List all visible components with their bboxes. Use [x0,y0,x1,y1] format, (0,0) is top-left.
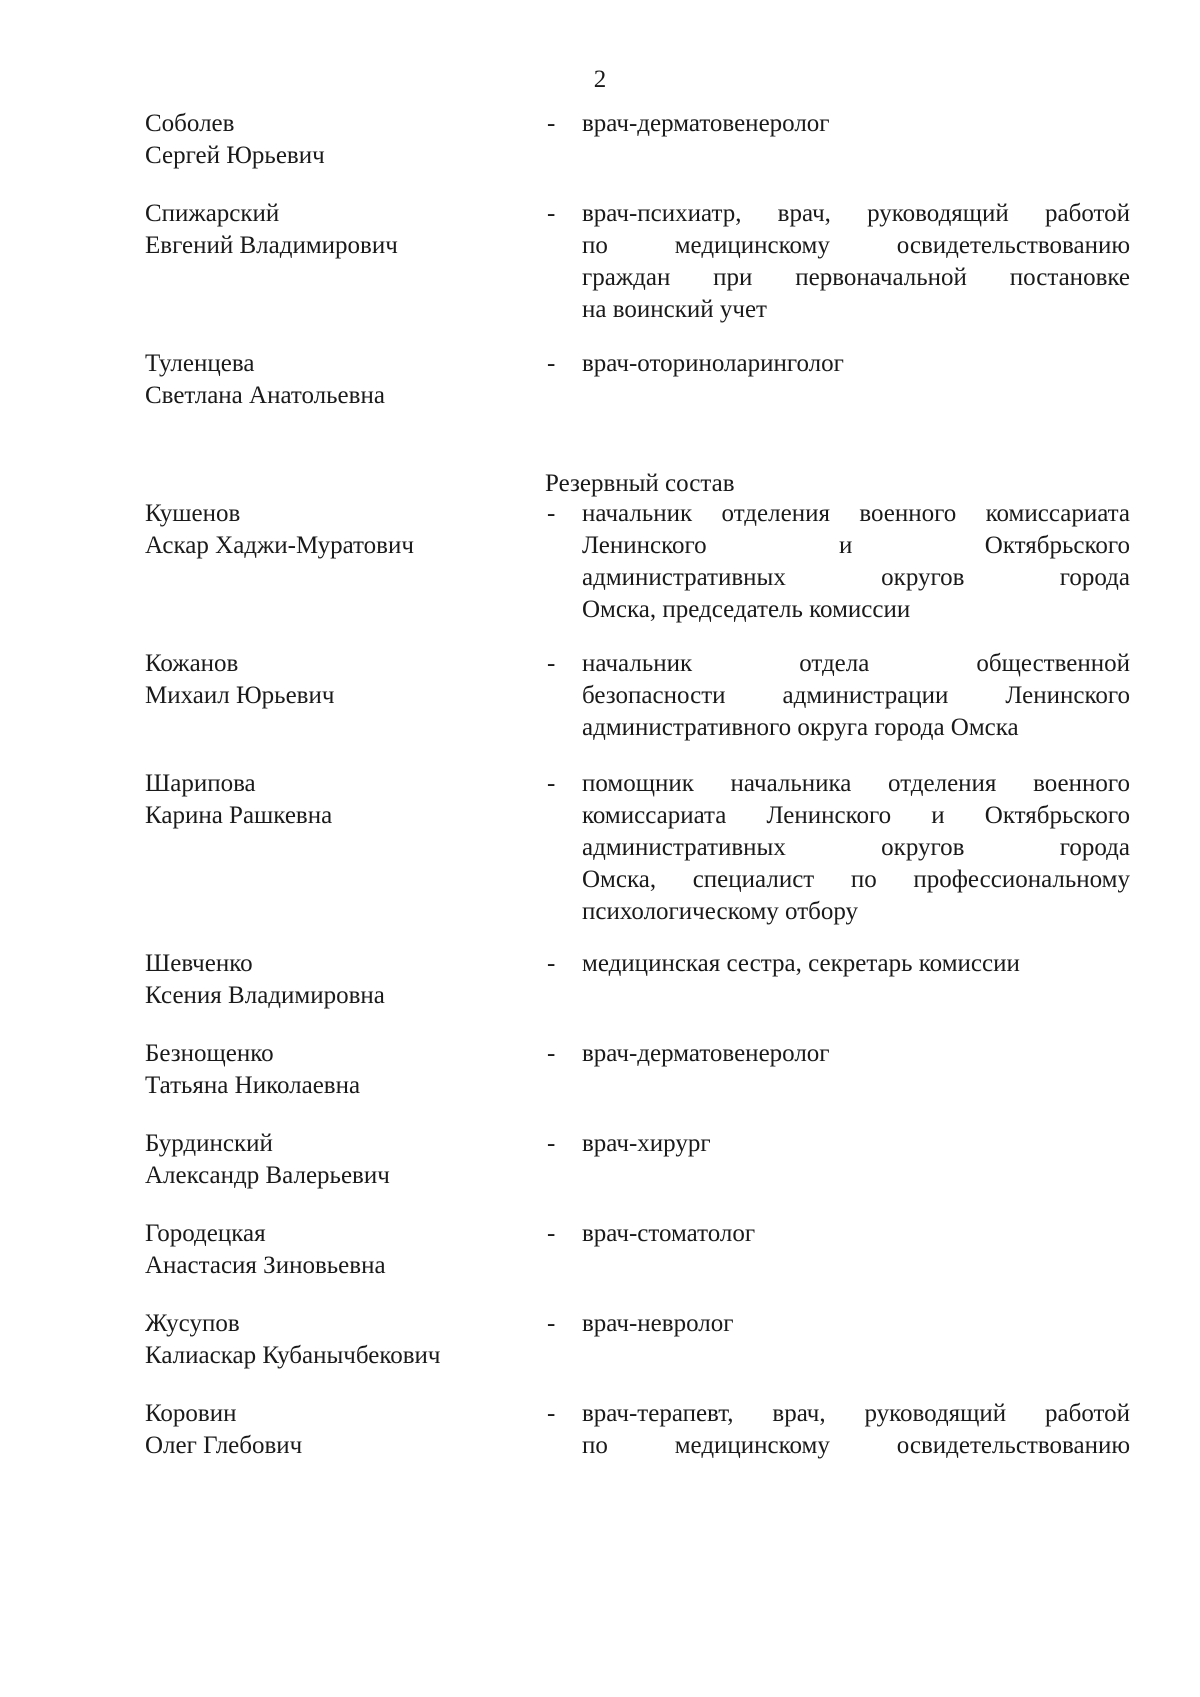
member-surname: Шарипова [145,770,256,797]
member-name [145,1398,535,1462]
member-surname: Безнощенко [145,1040,274,1067]
member-role [582,1218,1130,1250]
member-name [145,1308,535,1372]
member-surname: Городецкая [145,1220,266,1247]
member-name [145,768,535,832]
member-role-line: медицинская сестра, секретарь комиссии [582,950,1020,977]
member-name [145,648,535,712]
separator-dash: - [547,110,556,137]
member-role-line: врач-терапевт, врач, руководящий работой [582,1400,1130,1427]
member-role [582,198,1130,326]
separator-dash: - [547,950,556,977]
separator-dash: - [547,1310,556,1337]
member-surname: Спижарский [145,200,280,227]
member-role-line: врач-невролог [582,1310,734,1337]
separator-dash: - [547,500,556,527]
member-role-line: граждан при первоначальной постановке [582,264,1130,291]
member-given-names: Сергей Юрьевич [145,142,325,169]
member-role [582,498,1130,626]
separator-dash: - [547,1130,556,1157]
member-role [582,348,1130,380]
member-given-names: Михаил Юрьевич [145,682,335,709]
member-role-line: начальник отделения военного комиссариата [582,500,1130,527]
member-given-names: Калиаскар Кубанычбекович [145,1342,441,1369]
separator-dash: - [547,200,556,227]
separator-dash: - [547,1220,556,1247]
member-surname: Кожанов [145,650,239,677]
member-role-line: комиссариата Ленинского и Октябрьского [582,802,1130,829]
member-name [145,1218,535,1282]
member-surname: Шевченко [145,950,253,977]
member-role [582,648,1130,744]
member-name [145,198,535,262]
separator-dash: - [547,1040,556,1067]
member-role-line: Омска, специалист по профессиональному [582,866,1130,893]
member-given-names: Евгений Владимирович [145,232,398,259]
member-given-names: Ксения Владимировна [145,982,385,1009]
member-name [145,1128,535,1192]
member-surname: Соболев [145,110,235,137]
member-given-names: Анастасия Зиновьевна [145,1252,386,1279]
member-role-line: административных округов города [582,564,1130,591]
member-role-line: помощник начальника отделения военного [582,770,1130,797]
separator-dash: - [547,1400,556,1427]
member-role-line: врач-дерматовенеролог [582,1040,830,1067]
member-name [145,948,535,1012]
member-role-line: административных округов города [582,834,1130,861]
section-heading: Резервный состав [545,470,735,497]
member-role-line: врач-оториноларинголог [582,350,844,377]
member-surname: Жусупов [145,1310,240,1337]
member-role-line: безопасности администрации Ленинского [582,682,1130,709]
member-role [582,1308,1130,1340]
member-given-names: Олег Глебович [145,1432,303,1459]
member-role-line: врач-стоматолог [582,1220,756,1247]
member-role-line: по медицинскому освидетельствованию [582,232,1130,259]
member-role-line: врач-хирург [582,1130,711,1157]
member-name [145,1038,535,1102]
separator-dash: - [547,350,556,377]
member-role [582,1398,1130,1462]
separator-dash: - [547,770,556,797]
member-role [582,768,1130,928]
member-given-names: Светлана Анатольевна [145,382,385,409]
member-surname: Коровин [145,1400,237,1427]
page-number: 2 [593,66,607,93]
member-role [582,948,1130,980]
member-surname: Кушенов [145,500,241,527]
member-role-line: начальник отдела общественной [582,650,1130,677]
member-name [145,108,535,172]
member-surname: Туленцева [145,350,255,377]
member-role-line: административного округа города Омска [582,714,1019,741]
separator-dash: - [547,650,556,677]
member-role-line: врач-психиатр, врач, руководящий работой [582,200,1130,227]
member-role-line: на воинский учет [582,296,767,323]
member-name [145,498,535,562]
member-role-line: по медицинскому освидетельствованию [582,1432,1130,1459]
member-role [582,1038,1130,1070]
member-given-names: Александр Валерьевич [145,1162,390,1189]
member-role-line: врач-дерматовенеролог [582,110,830,137]
member-role-line: Омска, председатель комиссии [582,596,911,623]
member-role [582,108,1130,140]
member-role-line: Ленинского и Октябрьского [582,532,1130,559]
member-given-names: Татьяна Николаевна [145,1072,361,1099]
member-given-names: Карина Рашкевна [145,802,333,829]
member-given-names: Аскар Хаджи-Муратович [145,532,414,559]
member-surname: Бурдинский [145,1130,273,1157]
member-role-line: психологическому отбору [582,898,859,925]
member-name [145,348,535,412]
member-role [582,1128,1130,1160]
